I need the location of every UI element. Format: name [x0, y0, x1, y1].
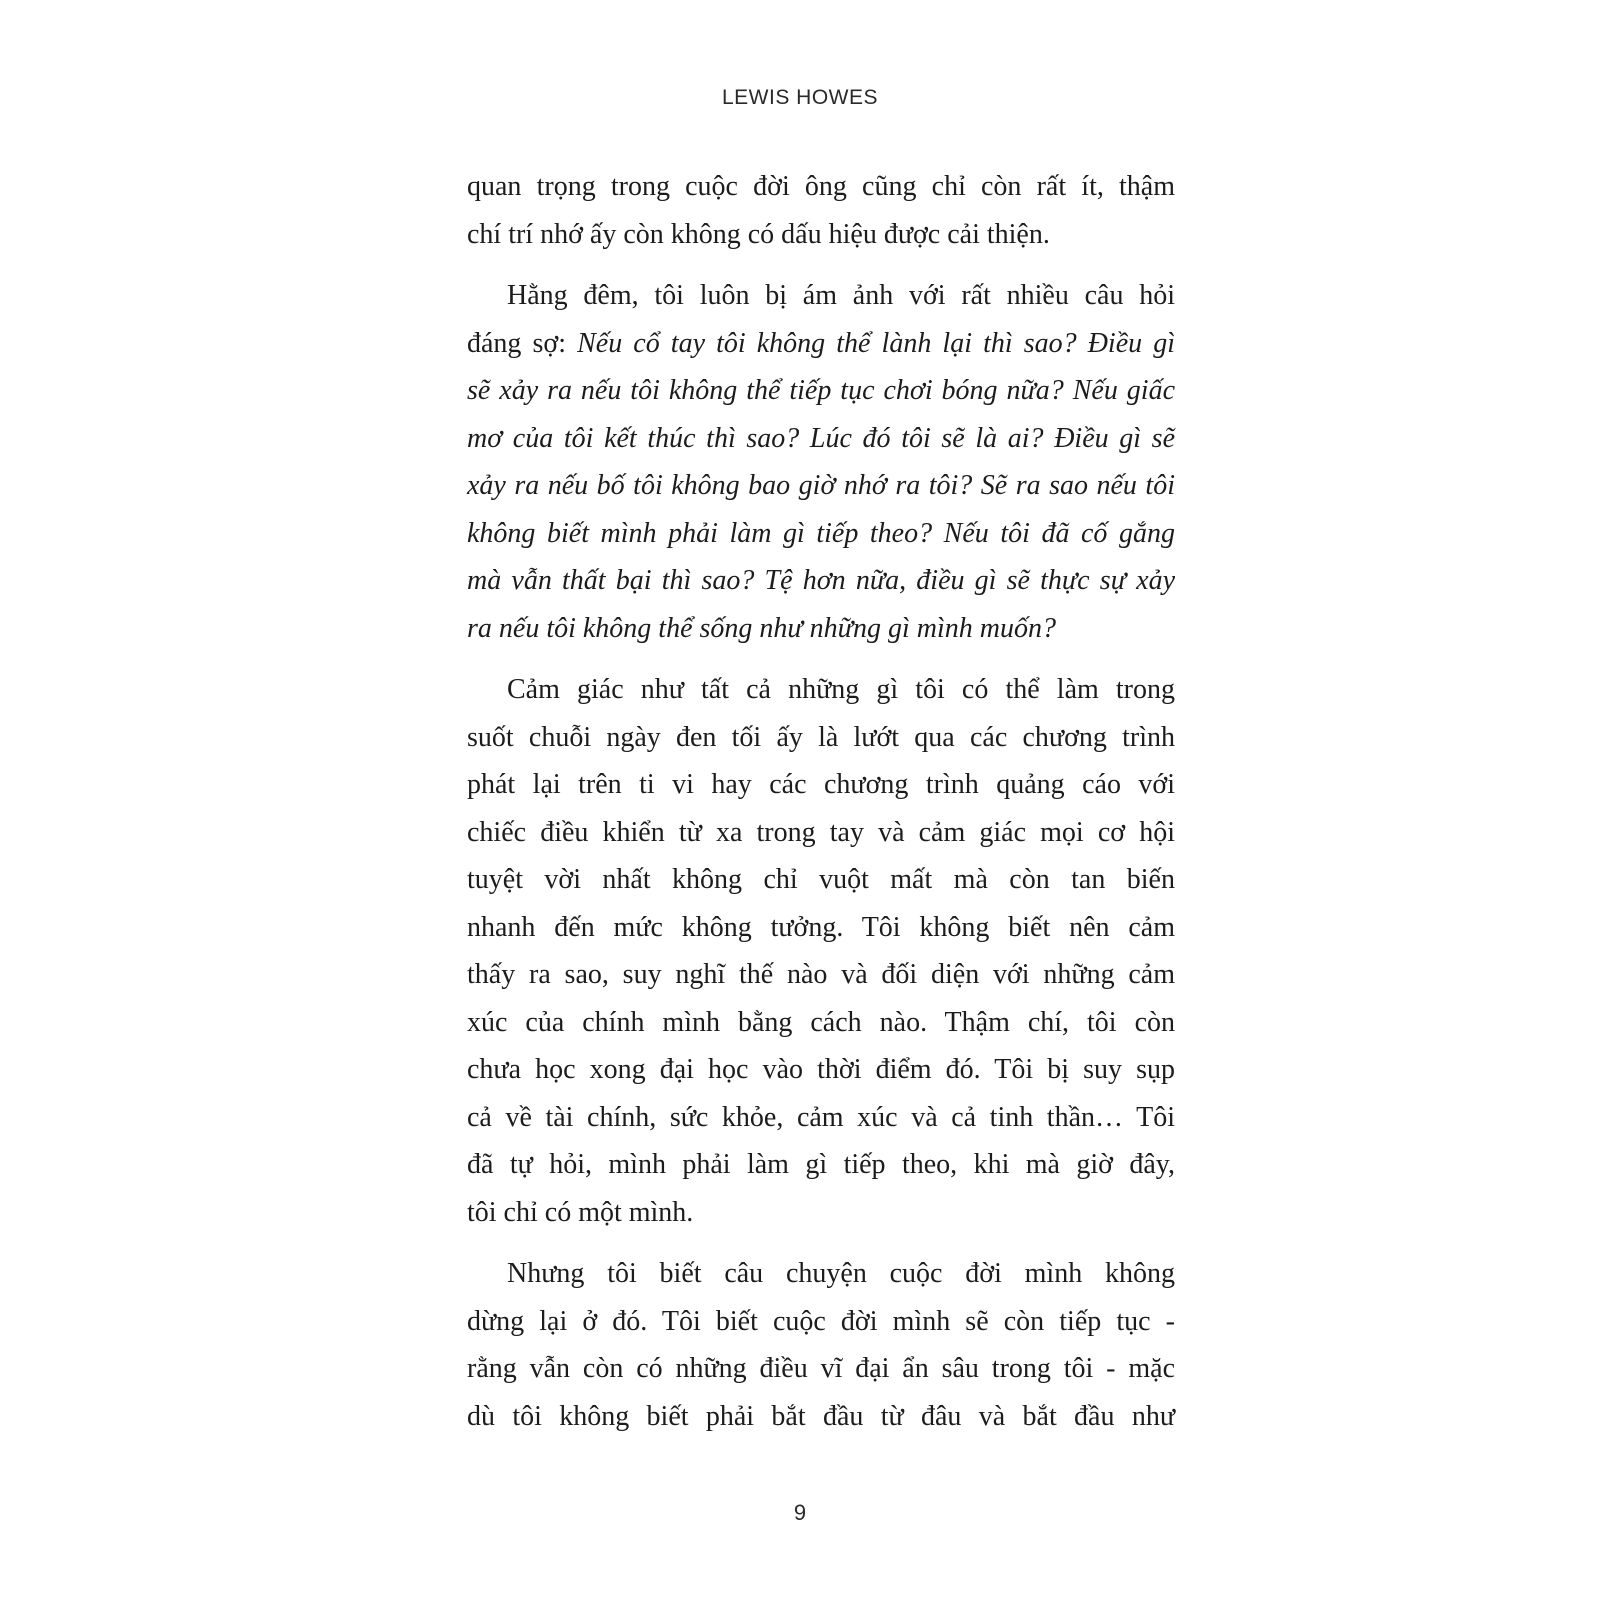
text-line: thấy ra sao, suy nghĩ thế nào và đối diện với những cảm	[467, 959, 1175, 990]
text-line-italic	[467, 462, 1175, 510]
text-line: Cảm giác như tất cả những gì tôi có thể làm trong	[507, 674, 1175, 705]
text-line: Hằng đêm, tôi luôn bị ám ảnh với rất nhiều câu hỏi	[507, 280, 1175, 311]
text-line: tôi chỉ có một mình.	[467, 1196, 694, 1228]
page-number: 9	[793, 1500, 807, 1525]
paragraph-gap	[467, 652, 1175, 666]
italic-run: không biết mình phải làm gì tiếp theo? Nếu tôi đã cố gắng	[467, 517, 1175, 549]
italic-run: xảy ra nếu bố tôi không bao giờ nhớ ra tôi? Sẽ ra sao nếu tôi	[467, 470, 1175, 501]
text-line: suốt chuỗi ngày đen tối ấy là lướt qua các chương trình	[467, 721, 1175, 753]
text-line-mixed	[467, 320, 1175, 368]
body-text	[467, 163, 1175, 1440]
text-line: rằng vẫn còn có những điều vĩ đại ẩn sâu trong tôi - mặc	[467, 1353, 1175, 1384]
text-line-italic	[467, 367, 1175, 415]
italic-run: Nếu cổ tay tôi không thể lành lại thì sao? Điều gì	[577, 327, 1175, 359]
text-line: cả về tài chính, sức khỏe, cảm xúc và cả tinh thần… Tôi	[467, 1101, 1175, 1133]
text-line: xúc của chính mình bằng cách nào. Thậm chí, tôi còn	[467, 1006, 1175, 1038]
text-line: nhanh đến mức không tưởng. Tôi không biết nên cảm	[467, 911, 1175, 943]
text-run: đáng sợ:	[467, 327, 578, 359]
text-line: đã tự hỏi, mình phải làm gì tiếp theo, khi mà giờ đây,	[467, 1149, 1175, 1180]
text-line: chưa học xong đại học vào thời điểm đó. Tôi bị suy sụp	[467, 1054, 1175, 1085]
text-line-italic	[467, 605, 1175, 653]
text-line-italic	[467, 415, 1175, 463]
text-line-italic	[467, 557, 1175, 605]
italic-run: sẽ xảy ra nếu tôi không thể tiếp tục chơi bóng nữa? Nếu giấc	[467, 375, 1175, 406]
text-line: quan trọng trong cuộc đời ông cũng chỉ còn rất ít, thậm	[467, 171, 1175, 202]
text-line: phát lại trên ti vi hay các chương trình quảng cáo với	[467, 769, 1175, 800]
paragraph-gap	[467, 258, 1175, 272]
text-line-italic	[467, 510, 1175, 558]
text-line: Nhưng tôi biết câu chuyện cuộc đời mình không	[507, 1258, 1175, 1289]
text-line: chí trí nhớ ấy còn không có dấu hiệu được cải thiện.	[467, 218, 1050, 250]
italic-run: ra nếu tôi không thể sống như những gì mình muốn?	[467, 612, 1056, 644]
running-head: LEWIS HOWES	[721, 86, 879, 109]
italic-run: mơ của tôi kết thúc thì sao? Lúc đó tôi sẽ là ai? Điều gì sẽ	[467, 422, 1175, 454]
text-line: chiếc điều khiển từ xa trong tay và cảm giác mọi cơ hội	[467, 816, 1175, 848]
text-line: dù tôi không biết phải bắt đầu từ đâu và bắt đầu như	[467, 1400, 1175, 1432]
italic-run: mà vẫn thất bại thì sao? Tệ hơn nữa, điều gì sẽ thực sự xảy	[467, 565, 1175, 596]
paragraph-2	[467, 272, 1175, 652]
text-line: dừng lại ở đó. Tôi biết cuộc đời mình sẽ còn tiếp tục -	[467, 1305, 1175, 1337]
paragraph-3	[467, 666, 1175, 1236]
paragraph-4	[467, 1250, 1175, 1440]
paragraph-gap	[467, 1236, 1175, 1250]
text-line: tuyệt vời nhất không chỉ vuột mất mà còn tan biến	[467, 864, 1175, 895]
paragraph-1	[467, 163, 1175, 258]
